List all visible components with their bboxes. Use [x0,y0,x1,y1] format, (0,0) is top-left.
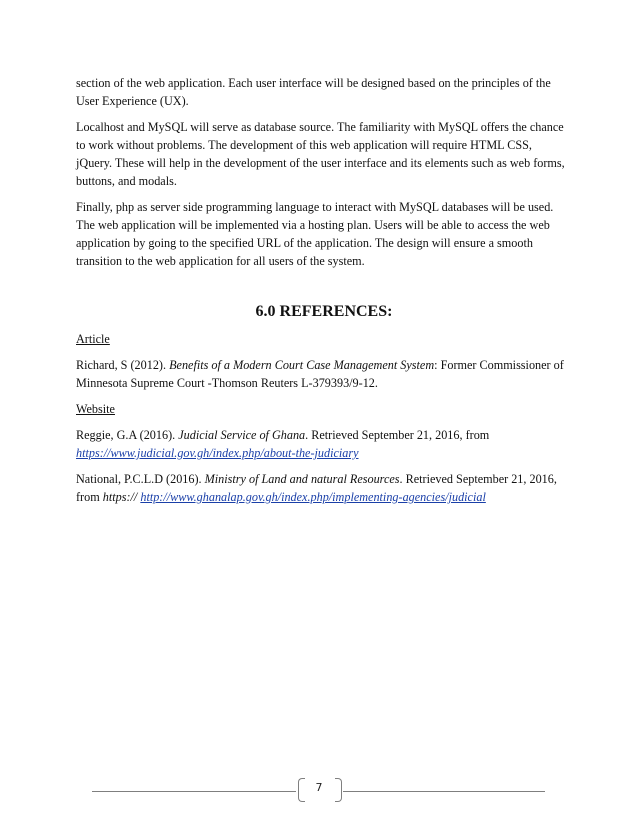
paragraph-localhost-mysql: Localhost and MySQL will serve as database source. The familiarity with MySQL offers the chance to work without problems. The development of this web application will require HTML CSS, jQuery. These will help in the development of the user interface and its elements such as web forms, buttons, and modals. [76,120,565,188]
article-author: Richard, S (2012). [76,358,170,372]
website-reference-judicial [76,426,566,462]
paragraph-ux: section of the web application. Each user interface will be designed based on the principles of the User Experience (UX). [76,76,551,108]
page-number: 7 [315,781,323,794]
web1-author: Reggie, G.A (2016). [76,428,179,442]
website-label [76,400,566,418]
web1-details: . Retrieved September 21, 2016, from [305,428,490,442]
website-reference-ghanalap [76,470,566,506]
article-label [76,330,566,348]
article-title: Benefits of a Modern Court Case Management System [169,358,435,372]
footer-bracket-right [335,778,342,802]
article-label-text: Article [76,332,110,346]
web2-url-prefix: https:// [102,490,141,504]
article-reference [76,356,566,392]
footer-rule-right [343,791,545,792]
paragraph-php: Finally, php as server side programming language to interact with MySQL databases will be used. The web application will be implemented via a hosting plan. Users will be able to access the web application by going to the specified URL of the application. The design will ensure a smooth transition to the web application for all users of the system. [76,200,554,268]
footer-rule-left [92,791,296,792]
article-details: : Former Commissioner of Minnesota Supreme Court -Thomson Reuters L-379393/9-12. [76,358,564,390]
web1-url-link[interactable]: https://www.judicial.gov.gh/index.php/about-the-judiciary [76,446,359,460]
web2-details: . Retrieved September 21, 2016, from [76,472,557,504]
references-heading: 6.0 REFERENCES: [255,303,393,320]
web2-url-link[interactable]: http://www.ghanalap.gov.gh/index.php/implementing-agencies/judicial [140,490,486,504]
web1-title: Judicial Service of Ghana [178,428,306,442]
page-content [76,74,566,514]
web2-title: Ministry of Land and natural Resources [204,472,400,486]
page-footer [0,776,638,806]
web2-author: National, P.C.L.D (2016). [76,472,205,486]
website-label-text: Website [76,402,115,416]
